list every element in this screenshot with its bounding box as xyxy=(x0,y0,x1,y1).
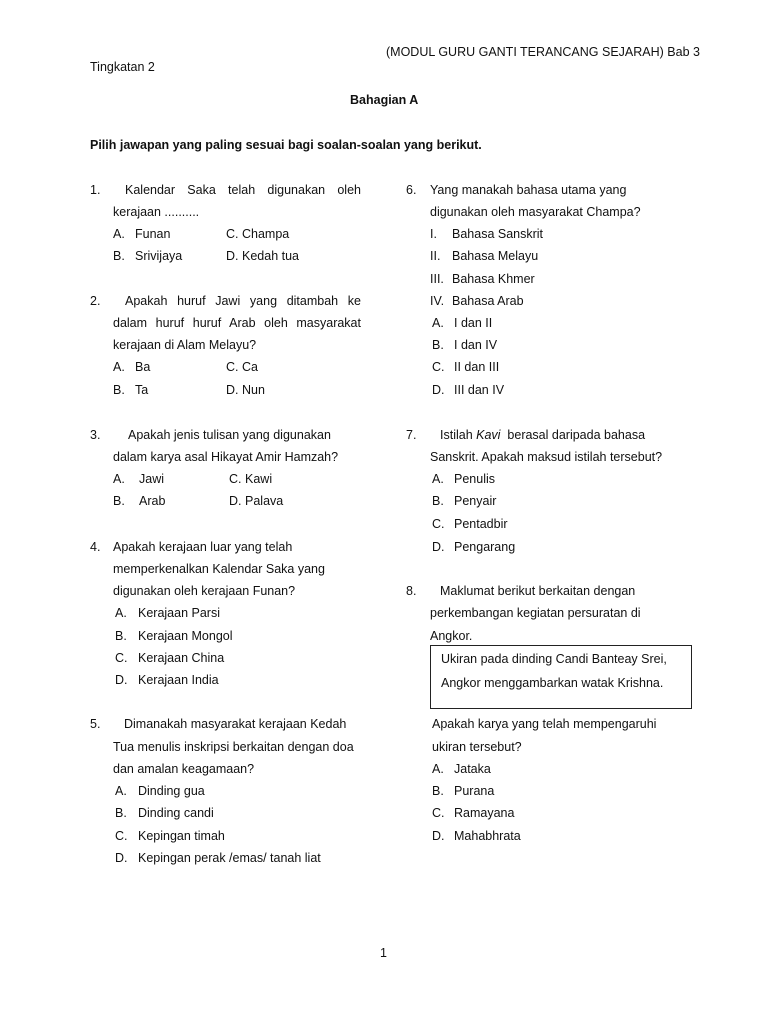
option-text: Funan xyxy=(135,227,171,241)
option-text: Champa xyxy=(242,227,290,241)
option-text: Kerajaan Parsi xyxy=(138,606,220,620)
option-label: C. xyxy=(432,360,445,374)
option-text: Dinding gua xyxy=(138,784,205,798)
option-label: D. xyxy=(432,383,445,397)
option-label: D. xyxy=(115,851,128,865)
option-label: A. xyxy=(115,784,127,798)
option-label: C. xyxy=(115,829,128,843)
question-text: ukiran tersebut? xyxy=(432,740,522,754)
option-label: D. xyxy=(226,249,239,263)
page-number: 1 xyxy=(380,946,387,960)
question-text: Angkor. xyxy=(430,629,473,643)
option-label: B. xyxy=(432,494,444,508)
statement-text: Bahasa Sanskrit xyxy=(452,227,544,241)
statement-label: II. xyxy=(430,249,441,263)
statement-label: III. xyxy=(430,272,444,286)
section-title: Bahagian A xyxy=(350,93,419,107)
option-text: Palava xyxy=(245,494,284,508)
question-text xyxy=(440,424,645,446)
option-text: Kepingan timah xyxy=(138,829,225,843)
option-label: B. xyxy=(113,383,125,397)
statement-text: Bahasa Khmer xyxy=(452,272,535,286)
question-text: Apakah huruf Jawi yang ditambah ke xyxy=(125,294,361,308)
option-label: C. xyxy=(432,806,445,820)
option-label: A. xyxy=(432,316,444,330)
question-number: 5. xyxy=(90,717,101,731)
option-label: C. xyxy=(432,517,445,531)
option-text: I dan II xyxy=(454,316,493,330)
question-text: Tua menulis inskripsi berkaitan dengan doa xyxy=(113,740,354,754)
statement-text: Bahasa Arab xyxy=(452,294,524,308)
option-text: Purana xyxy=(454,784,495,798)
question-text: Sanskrit. Apakah maksud istilah tersebut? xyxy=(430,450,663,464)
question-text: perkembangan kegiatan persuratan di xyxy=(430,606,641,620)
statement-label: IV. xyxy=(430,294,445,308)
question-text: Apakah karya yang telah mempengaruhi xyxy=(432,717,657,731)
option-text: Jataka xyxy=(454,762,491,776)
question-text: Yang manakah bahasa utama yang xyxy=(430,183,627,197)
option-text: Arab xyxy=(139,494,166,508)
option-label: C. xyxy=(226,227,239,241)
option-label: A. xyxy=(113,360,125,374)
question-number: 3. xyxy=(90,428,101,442)
option-text: Penyair xyxy=(454,494,497,508)
option-text: Nun xyxy=(242,383,265,397)
statement-text: Bahasa Melayu xyxy=(452,249,539,263)
option-text: Pengarang xyxy=(454,540,516,554)
option-label: A. xyxy=(115,606,127,620)
question-text: dan amalan keagamaan? xyxy=(113,762,255,776)
option-label: D. xyxy=(115,673,128,687)
option-label: D. xyxy=(432,540,445,554)
question-number: 4. xyxy=(90,540,101,554)
question-text: Dimanakah masyarakat kerajaan Kedah xyxy=(124,717,347,731)
option-text: Kepingan perak /emas/ tanah liat xyxy=(138,851,321,865)
option-label: C. xyxy=(115,651,128,665)
option-text: Kerajaan China xyxy=(138,651,225,665)
question-number: 2. xyxy=(90,294,101,308)
statement-label: I. xyxy=(430,227,437,241)
option-label: A. xyxy=(113,472,125,486)
question-text: Apakah kerajaan luar yang telah xyxy=(113,540,293,554)
option-text: Jawi xyxy=(139,472,165,486)
instruction: Pilih jawapan yang paling sesuai bagi soalan-soalan yang berikut. xyxy=(90,138,482,152)
option-label: D. xyxy=(432,829,445,843)
option-text: III dan IV xyxy=(454,383,505,397)
option-text: Kedah tua xyxy=(242,249,299,263)
option-label: C. xyxy=(229,472,242,486)
option-label: A. xyxy=(432,762,444,776)
option-text: II dan III xyxy=(454,360,500,374)
option-text: Ba xyxy=(135,360,151,374)
question-text: dalam karya asal Hikayat Amir Hamzah? xyxy=(113,450,339,464)
question-number: 8. xyxy=(406,584,417,598)
term-kavi: Kavi xyxy=(476,428,501,442)
option-label: B. xyxy=(113,249,125,263)
option-label: D. xyxy=(229,494,242,508)
info-box-text: Ukiran pada dinding Candi Banteay Srei, xyxy=(441,652,667,666)
option-label: B. xyxy=(432,784,444,798)
question-text: kerajaan di Alam Melayu? xyxy=(113,338,257,352)
option-text: I dan IV xyxy=(454,338,498,352)
option-label: C. xyxy=(226,360,239,374)
info-box-text: Angkor menggambarkan watak Krishna. xyxy=(441,676,664,690)
form-level: Tingkatan 2 xyxy=(90,60,155,74)
option-text: Mahabhrata xyxy=(454,829,521,843)
option-label: B. xyxy=(113,494,125,508)
option-text: Ta xyxy=(135,383,149,397)
question-text: digunakan oleh masyarakat Champa? xyxy=(430,205,641,219)
option-label: A. xyxy=(113,227,125,241)
question-text-pre: Istilah xyxy=(440,428,477,442)
question-text: digunakan oleh kerajaan Funan? xyxy=(113,584,296,598)
question-number: 1. xyxy=(90,183,101,197)
option-label: B. xyxy=(115,629,127,643)
question-text-post: berasal daripada bahasa xyxy=(500,428,646,442)
option-text: Ramayana xyxy=(454,806,515,820)
question-text: Kalendar Saka telah digunakan oleh xyxy=(125,183,361,197)
option-text: Kawi xyxy=(245,472,273,486)
option-text: Kerajaan Mongol xyxy=(138,629,233,643)
option-text: Dinding candi xyxy=(138,806,214,820)
question-text: dalam huruf huruf Arab oleh masyarakat xyxy=(113,316,361,330)
question-number: 6. xyxy=(406,183,417,197)
question-text: memperkenalkan Kalendar Saka yang xyxy=(113,562,325,576)
module-header: (MODUL GURU GANTI TERANCANG SEJARAH) Bab 3 xyxy=(386,45,700,59)
option-text: Kerajaan India xyxy=(138,673,219,687)
option-text: Ca xyxy=(242,360,258,374)
option-label: B. xyxy=(432,338,444,352)
option-label: A. xyxy=(432,472,444,486)
option-label: B. xyxy=(115,806,127,820)
question-text: kerajaan .......... xyxy=(113,205,200,219)
option-text: Penulis xyxy=(454,472,495,486)
option-label: D. xyxy=(226,383,239,397)
option-text: Pentadbir xyxy=(454,517,508,531)
question-number: 7. xyxy=(406,428,417,442)
question-text: Apakah jenis tulisan yang digunakan xyxy=(128,428,331,442)
info-box xyxy=(430,645,692,709)
option-text: Srivijaya xyxy=(135,249,183,263)
question-text: Maklumat berikut berkaitan dengan xyxy=(440,584,636,598)
